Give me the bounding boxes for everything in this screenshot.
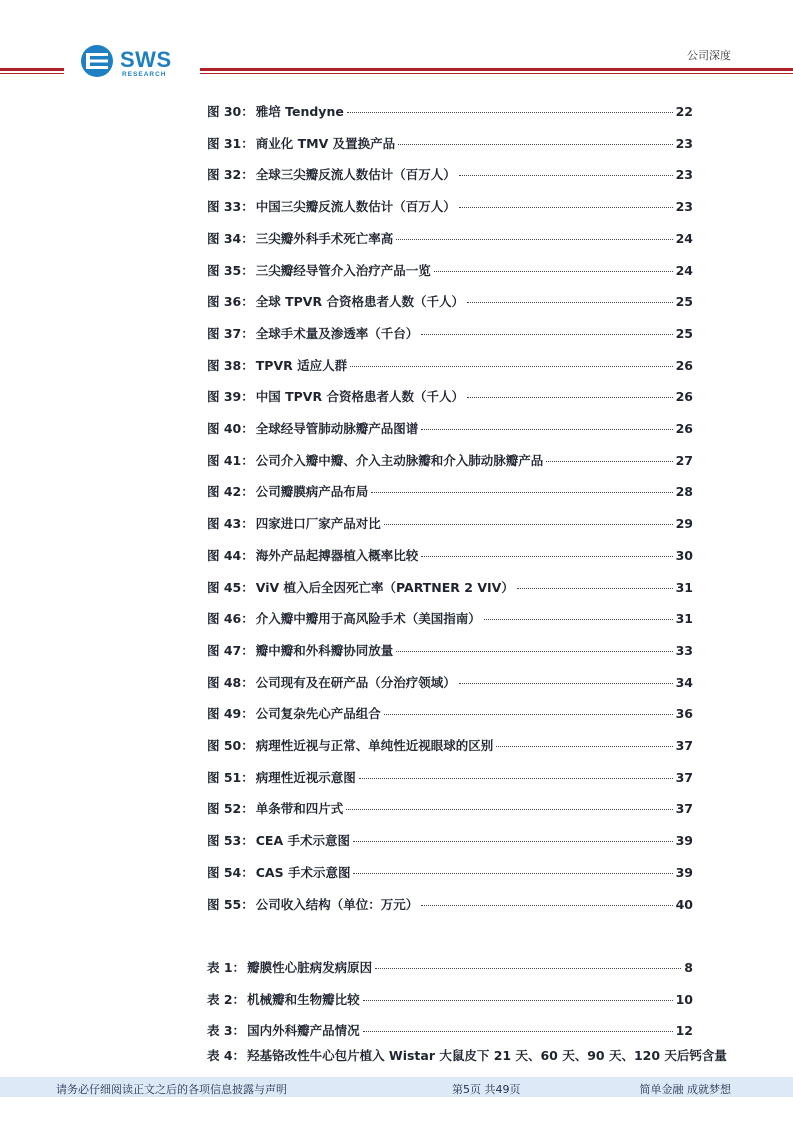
toc-entry-page: 39 [675,864,693,880]
toc-entry[interactable] [207,641,693,661]
toc-entry-label: 图 52： [207,801,254,817]
logo-subtext: RESEARCH [122,71,167,78]
toc-entry-title: 全球手术量及渗透率（千台） [255,325,419,341]
toc-entry-title: 病理性近视与正常、单纯性近视眼球的区别 [255,738,494,753]
toc-entry[interactable] [207,609,693,629]
toc-leader-dots [459,207,673,208]
toc-entry[interactable] [207,831,693,851]
toc-entry[interactable] [207,768,693,788]
toc-entry-page: 10 [675,991,693,1007]
toc-leader-dots [375,968,681,969]
toc-entry[interactable] [207,546,693,566]
toc-entry-title: 商业化 TMV 及置换产品 [255,135,396,151]
toc-entry-page: 31 [675,579,693,595]
toc-leader-dots [467,397,673,398]
toc-leader-dots [459,175,673,176]
toc-entry[interactable] [207,799,693,819]
toc-entry-label: 图 50： [207,738,254,753]
toc-entry-page: 36 [675,706,693,722]
toc-leader-dots [517,588,673,589]
toc-entry-title: 公司介入瓣中瓣、介入主动脉瓣和介入肺动脉瓣产品 [255,452,544,468]
toc-entry-page: 40 [675,896,693,912]
header-rule-left-thin [0,73,64,74]
toc-leader-dots [421,905,672,906]
sws-logo-mark-icon [80,44,114,78]
toc-leader-dots [484,619,673,620]
toc-entry-label: 图 38： [207,357,254,373]
toc-entry[interactable] [207,102,693,122]
toc-entry-label: 图 54： [207,864,254,880]
toc-entry-label: 图 55： [207,896,254,912]
toc-entry-title: 瓣中瓣和外科瓣协同放量 [255,642,394,658]
toc-entry[interactable] [207,578,693,598]
toc-leader-dots [546,461,672,462]
toc-entry[interactable] [207,229,693,249]
toc-leader-dots [467,302,673,303]
toc-entry[interactable] [207,482,693,502]
toc-entry[interactable] [207,958,693,978]
toc-leader-dots [421,429,672,430]
toc-entry-label: 图 48： [207,674,254,690]
toc-leader-dots [347,112,673,113]
toc-entry-title: 羟基铬改性牛心包片植入 Wistar 大鼠皮下 21 天、60 天、90 天、120 天后钙含量 [247,1048,727,1063]
toc-entry-page: 23 [675,167,693,183]
toc-entry[interactable] [207,197,693,217]
toc-entry-label: 图 40： [207,421,254,436]
toc-entry-title: 三尖瓣外科手术死亡率高 [255,230,394,246]
toc-entry[interactable] [207,324,693,344]
toc-entry-page: 39 [675,833,693,849]
toc-leader-dots [434,271,673,272]
toc-entry-label: 图 53： [207,833,254,849]
toc-entry-label: 图 37： [207,325,254,341]
toc-entry-page: 25 [675,294,693,310]
toc-entry-label: 图 46： [207,611,254,627]
toc-entry-title: 四家进口厂家产品对比 [255,516,381,532]
toc-entry-title: CEA 手术示意图 [255,833,350,849]
toc-entry-title: 海外产品起搏器植入概率比较 [255,547,419,563]
toc-entry-page: 34 [675,674,693,690]
toc-leader-dots [421,334,672,335]
toc-entry-title: 公司瓣膜病产品布局 [255,484,369,500]
toc-entry-label: 图 39： [207,389,254,405]
toc-entry-label: 图 36： [207,294,254,310]
toc-entry[interactable] [207,134,693,154]
toc-entry-label: 图 42： [207,484,254,500]
page-header [0,0,793,90]
toc-entry-page: 26 [675,389,693,405]
toc-entry-label: 图 44： [207,547,254,563]
toc-entry-label: 图 41： [207,452,254,468]
toc-leader-dots [363,1000,673,1001]
toc-entry[interactable] [207,451,693,471]
toc-entry-title: 介入瓣中瓣用于高风险手术（美国指南） [255,611,481,627]
toc-entry-title: 三尖瓣经导管介入治疗产品一览 [255,262,431,278]
toc-entry-label: 图 33： [207,199,254,215]
toc-entry-title: 国内外科瓣产品情况 [247,1023,360,1038]
toc-leader-dots [396,239,672,240]
toc-entry-page: 26 [675,357,693,373]
toc-leader-dots [496,746,672,747]
page-footer [0,1077,793,1097]
toc-entry-title: 公司现有及在研产品（分治疗领域） [255,674,456,690]
toc-entry-page: 28 [675,484,693,500]
toc-entry-page: 31 [675,611,693,627]
header-rule-left [0,68,64,71]
toc-entry-page: 30 [675,547,693,563]
toc-entry-label: 表 4： [207,1048,246,1063]
toc-entry-label: 表 1： [207,960,246,975]
toc-entry[interactable] [207,895,693,915]
toc-entry-page: 25 [675,325,693,341]
toc-entry[interactable] [207,419,693,439]
toc-leader-dots [384,714,673,715]
toc-entry-page: 37 [675,801,693,817]
toc-entry-label: 表 3： [207,1023,246,1038]
toc-entry-title: 全球三尖瓣反流人数估计（百万人） [255,167,456,183]
toc-entry-title: 瓣膜性心脏病发病原因 [247,960,373,975]
toc-entry-label: 图 30： [207,104,254,119]
toc-entry-page: 24 [675,230,693,246]
report-type: 公司深度 [687,49,731,62]
toc-entry-label: 图 51： [207,769,254,785]
toc-entry[interactable] [207,292,693,312]
toc-entry[interactable] [207,261,693,281]
toc-entry-title: 雅培 Tendyne [255,104,344,119]
toc-entry-title: 全球 TPVR 合资格患者人数（千人） [255,294,464,310]
footer-slogan: 简单金融 成就梦想 [639,1083,731,1096]
toc-entry-title: 中国 TPVR 合资格患者人数（千人） [255,389,464,405]
toc-entry-label: 图 49： [207,706,254,722]
header-rule-right-thin [200,73,793,74]
sws-logo [80,44,190,84]
toc-entry-title: 病理性近视示意图 [255,769,356,785]
toc-entry-label: 图 47： [207,642,254,658]
toc-entry[interactable] [207,387,693,407]
toc-entry[interactable] [207,863,693,883]
toc-leader-dots [350,366,673,367]
toc-entry-label: 图 31： [207,135,254,151]
toc-leader-dots [359,778,673,779]
toc-leader-dots [384,524,673,525]
toc-entry[interactable] [207,673,693,693]
toc-entry-title: 公司复杂先心产品组合 [255,706,381,722]
toc-entry-page: 24 [675,262,693,278]
toc-entry-label: 图 43： [207,516,254,532]
toc-entry-page: 8 [684,960,693,975]
toc-entry-title: ViV 植入后全因死亡率（PARTNER 2 VIV） [255,579,514,595]
toc-entry-page: 26 [675,421,693,436]
toc-entry[interactable] [207,704,693,724]
toc-entry-title: 中国三尖瓣反流人数估计（百万人） [255,199,456,215]
toc-entry-label: 表 2： [207,991,246,1007]
toc-entry[interactable] [207,1021,693,1041]
toc-entry-page: 22 [675,104,693,119]
toc-entry-title: 机械瓣和生物瓣比较 [247,991,360,1007]
toc-entry[interactable] [207,165,693,185]
toc-leader-dots [421,556,672,557]
toc-leader-dots [396,651,672,652]
toc-entry-title: 公司收入结构（单位：万元） [255,896,419,912]
toc-entry-page: 33 [675,642,693,658]
toc-leader-dots [346,809,672,810]
toc-entry-title: 单条带和四片式 [255,801,344,817]
footer-disclaimer: 请务必仔细阅读正文之后的各项信息披露与声明 [56,1083,287,1096]
toc-entry-label: 图 35： [207,262,254,278]
toc-leader-dots [363,1031,673,1032]
toc-entry[interactable] [207,514,693,534]
toc-entry[interactable] [207,1046,727,1066]
toc-entry-page: 12 [675,1023,693,1038]
toc-entry[interactable] [207,736,693,756]
toc-entry-page: 23 [675,135,693,151]
logo-text: SWS [120,47,172,72]
toc-leader-dots [459,683,673,684]
toc-entry-title: CAS 手术示意图 [255,864,351,880]
header-rule-right [200,68,793,71]
toc-entry-page: 29 [675,516,693,532]
toc-entry-page: 27 [675,452,693,468]
toc-entry-page: 37 [675,738,693,753]
toc-entry-title: 全球经导管肺动脉瓣产品图谱 [255,421,419,436]
toc-entry-title: TPVR 适应人群 [255,357,348,373]
toc-entry-label: 图 45： [207,579,254,595]
toc-leader-dots [353,873,672,874]
toc-entry-label: 图 32： [207,167,254,183]
toc-entry[interactable] [207,356,693,376]
toc-leader-dots [353,841,673,842]
toc-entry[interactable] [207,990,693,1010]
toc-entry-page: 37 [675,769,693,785]
toc-entry-label: 图 34： [207,230,254,246]
toc-leader-dots [371,492,672,493]
toc-entry-page: 23 [675,199,693,215]
toc-leader-dots [398,144,673,145]
footer-page-info: 第5页 共49页 [452,1083,521,1096]
